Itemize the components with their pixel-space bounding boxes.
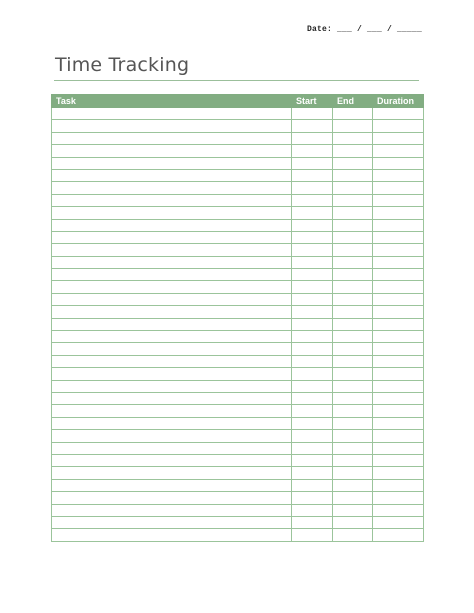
- duration-cell: [373, 355, 424, 367]
- duration-cell: [373, 132, 424, 144]
- start-cell: [292, 207, 333, 219]
- title-divider: [54, 80, 419, 81]
- duration-cell: [373, 157, 424, 169]
- table-row: [52, 442, 424, 454]
- end-cell: [333, 157, 373, 169]
- end-cell: [333, 318, 373, 330]
- end-cell: [333, 430, 373, 442]
- table-row: [52, 318, 424, 330]
- column-header-task: Task: [52, 95, 292, 108]
- start-cell: [292, 194, 333, 206]
- task-cell: [52, 293, 292, 305]
- task-cell: [52, 467, 292, 479]
- start-cell: [292, 231, 333, 243]
- end-cell: [333, 269, 373, 281]
- duration-cell: [373, 207, 424, 219]
- duration-cell: [373, 516, 424, 528]
- start-cell: [292, 516, 333, 528]
- duration-cell: [373, 392, 424, 404]
- table-row: [52, 120, 424, 132]
- table-row: [52, 467, 424, 479]
- duration-cell: [373, 492, 424, 504]
- column-header-end: End: [333, 95, 373, 108]
- start-cell: [292, 269, 333, 281]
- task-cell: [52, 430, 292, 442]
- task-cell: [52, 504, 292, 516]
- start-cell: [292, 529, 333, 541]
- task-cell: [52, 182, 292, 194]
- duration-cell: [373, 256, 424, 268]
- end-cell: [333, 417, 373, 429]
- table-row: [52, 169, 424, 181]
- task-cell: [52, 281, 292, 293]
- task-cell: [52, 132, 292, 144]
- duration-cell: [373, 145, 424, 157]
- start-cell: [292, 306, 333, 318]
- start-cell: [292, 256, 333, 268]
- table-row: [52, 182, 424, 194]
- task-cell: [52, 256, 292, 268]
- table-row: [52, 380, 424, 392]
- duration-cell: [373, 504, 424, 516]
- table-row: [52, 417, 424, 429]
- duration-cell: [373, 343, 424, 355]
- task-cell: [52, 120, 292, 132]
- end-cell: [333, 454, 373, 466]
- task-cell: [52, 306, 292, 318]
- task-cell: [52, 355, 292, 367]
- start-cell: [292, 492, 333, 504]
- table-row: [52, 392, 424, 404]
- end-cell: [333, 145, 373, 157]
- end-cell: [333, 492, 373, 504]
- duration-cell: [373, 467, 424, 479]
- task-cell: [52, 318, 292, 330]
- duration-cell: [373, 479, 424, 491]
- duration-cell: [373, 219, 424, 231]
- task-cell: [52, 442, 292, 454]
- column-header-start: Start: [292, 95, 333, 108]
- duration-cell: [373, 306, 424, 318]
- end-cell: [333, 219, 373, 231]
- duration-cell: [373, 293, 424, 305]
- start-cell: [292, 355, 333, 367]
- task-cell: [52, 108, 292, 120]
- table-header-row: [52, 95, 424, 108]
- table-row: [52, 504, 424, 516]
- table-row: [52, 306, 424, 318]
- start-cell: [292, 281, 333, 293]
- duration-cell: [373, 442, 424, 454]
- end-cell: [333, 182, 373, 194]
- end-cell: [333, 467, 373, 479]
- start-cell: [292, 157, 333, 169]
- task-cell: [52, 516, 292, 528]
- task-cell: [52, 417, 292, 429]
- end-cell: [333, 281, 373, 293]
- table-row: [52, 157, 424, 169]
- end-cell: [333, 343, 373, 355]
- end-cell: [333, 120, 373, 132]
- end-cell: [333, 207, 373, 219]
- end-cell: [333, 231, 373, 243]
- duration-cell: [373, 231, 424, 243]
- start-cell: [292, 368, 333, 380]
- end-cell: [333, 529, 373, 541]
- end-cell: [333, 256, 373, 268]
- start-cell: [292, 343, 333, 355]
- end-cell: [333, 504, 373, 516]
- duration-cell: [373, 182, 424, 194]
- end-cell: [333, 442, 373, 454]
- table-row: [52, 132, 424, 144]
- column-header-duration: Duration: [373, 95, 424, 108]
- start-cell: [292, 108, 333, 120]
- duration-cell: [373, 368, 424, 380]
- task-cell: [52, 194, 292, 206]
- task-cell: [52, 331, 292, 343]
- table-row: [52, 256, 424, 268]
- duration-cell: [373, 169, 424, 181]
- table-row: [52, 244, 424, 256]
- end-cell: [333, 479, 373, 491]
- duration-cell: [373, 405, 424, 417]
- start-cell: [292, 293, 333, 305]
- end-cell: [333, 244, 373, 256]
- task-cell: [52, 368, 292, 380]
- task-cell: [52, 269, 292, 281]
- task-cell: [52, 529, 292, 541]
- end-cell: [333, 355, 373, 367]
- end-cell: [333, 405, 373, 417]
- task-cell: [52, 169, 292, 181]
- end-cell: [333, 392, 373, 404]
- table-row: [52, 145, 424, 157]
- task-cell: [52, 405, 292, 417]
- table-row: [52, 194, 424, 206]
- table-row: [52, 343, 424, 355]
- duration-cell: [373, 417, 424, 429]
- start-cell: [292, 380, 333, 392]
- end-cell: [333, 293, 373, 305]
- table-row: [52, 492, 424, 504]
- start-cell: [292, 405, 333, 417]
- task-cell: [52, 479, 292, 491]
- table-row: [52, 293, 424, 305]
- duration-cell: [373, 318, 424, 330]
- task-cell: [52, 492, 292, 504]
- table-row: [52, 529, 424, 541]
- start-cell: [292, 318, 333, 330]
- start-cell: [292, 417, 333, 429]
- task-cell: [52, 392, 292, 404]
- duration-cell: [373, 120, 424, 132]
- start-cell: [292, 120, 333, 132]
- duration-cell: [373, 194, 424, 206]
- duration-cell: [373, 454, 424, 466]
- task-cell: [52, 343, 292, 355]
- end-cell: [333, 194, 373, 206]
- duration-cell: [373, 269, 424, 281]
- start-cell: [292, 479, 333, 491]
- start-cell: [292, 182, 333, 194]
- end-cell: [333, 169, 373, 181]
- page-title: Time Tracking: [55, 54, 190, 76]
- table-row: [52, 281, 424, 293]
- table-row: [52, 355, 424, 367]
- table-row: [52, 454, 424, 466]
- date-field: Date: ___ / ___ / _____: [307, 25, 423, 34]
- start-cell: [292, 392, 333, 404]
- end-cell: [333, 380, 373, 392]
- end-cell: [333, 516, 373, 528]
- task-cell: [52, 219, 292, 231]
- table-row: [52, 269, 424, 281]
- table-row: [52, 108, 424, 120]
- start-cell: [292, 331, 333, 343]
- table-row: [52, 331, 424, 343]
- start-cell: [292, 244, 333, 256]
- task-cell: [52, 454, 292, 466]
- duration-cell: [373, 244, 424, 256]
- start-cell: [292, 145, 333, 157]
- table-body: [52, 108, 424, 542]
- duration-cell: [373, 430, 424, 442]
- table-row: [52, 207, 424, 219]
- start-cell: [292, 169, 333, 181]
- task-cell: [52, 244, 292, 256]
- task-cell: [52, 207, 292, 219]
- duration-cell: [373, 529, 424, 541]
- table-row: [52, 516, 424, 528]
- start-cell: [292, 132, 333, 144]
- end-cell: [333, 108, 373, 120]
- duration-cell: [373, 281, 424, 293]
- start-cell: [292, 504, 333, 516]
- table-row: [52, 405, 424, 417]
- table-row: [52, 430, 424, 442]
- start-cell: [292, 219, 333, 231]
- duration-cell: [373, 380, 424, 392]
- start-cell: [292, 454, 333, 466]
- task-cell: [52, 157, 292, 169]
- table-row: [52, 219, 424, 231]
- time-tracking-table: [51, 94, 424, 542]
- end-cell: [333, 132, 373, 144]
- start-cell: [292, 467, 333, 479]
- table-row: [52, 479, 424, 491]
- task-cell: [52, 145, 292, 157]
- task-cell: [52, 231, 292, 243]
- table-row: [52, 368, 424, 380]
- duration-cell: [373, 108, 424, 120]
- end-cell: [333, 368, 373, 380]
- start-cell: [292, 442, 333, 454]
- start-cell: [292, 430, 333, 442]
- table-row: [52, 231, 424, 243]
- task-cell: [52, 380, 292, 392]
- end-cell: [333, 306, 373, 318]
- duration-cell: [373, 331, 424, 343]
- end-cell: [333, 331, 373, 343]
